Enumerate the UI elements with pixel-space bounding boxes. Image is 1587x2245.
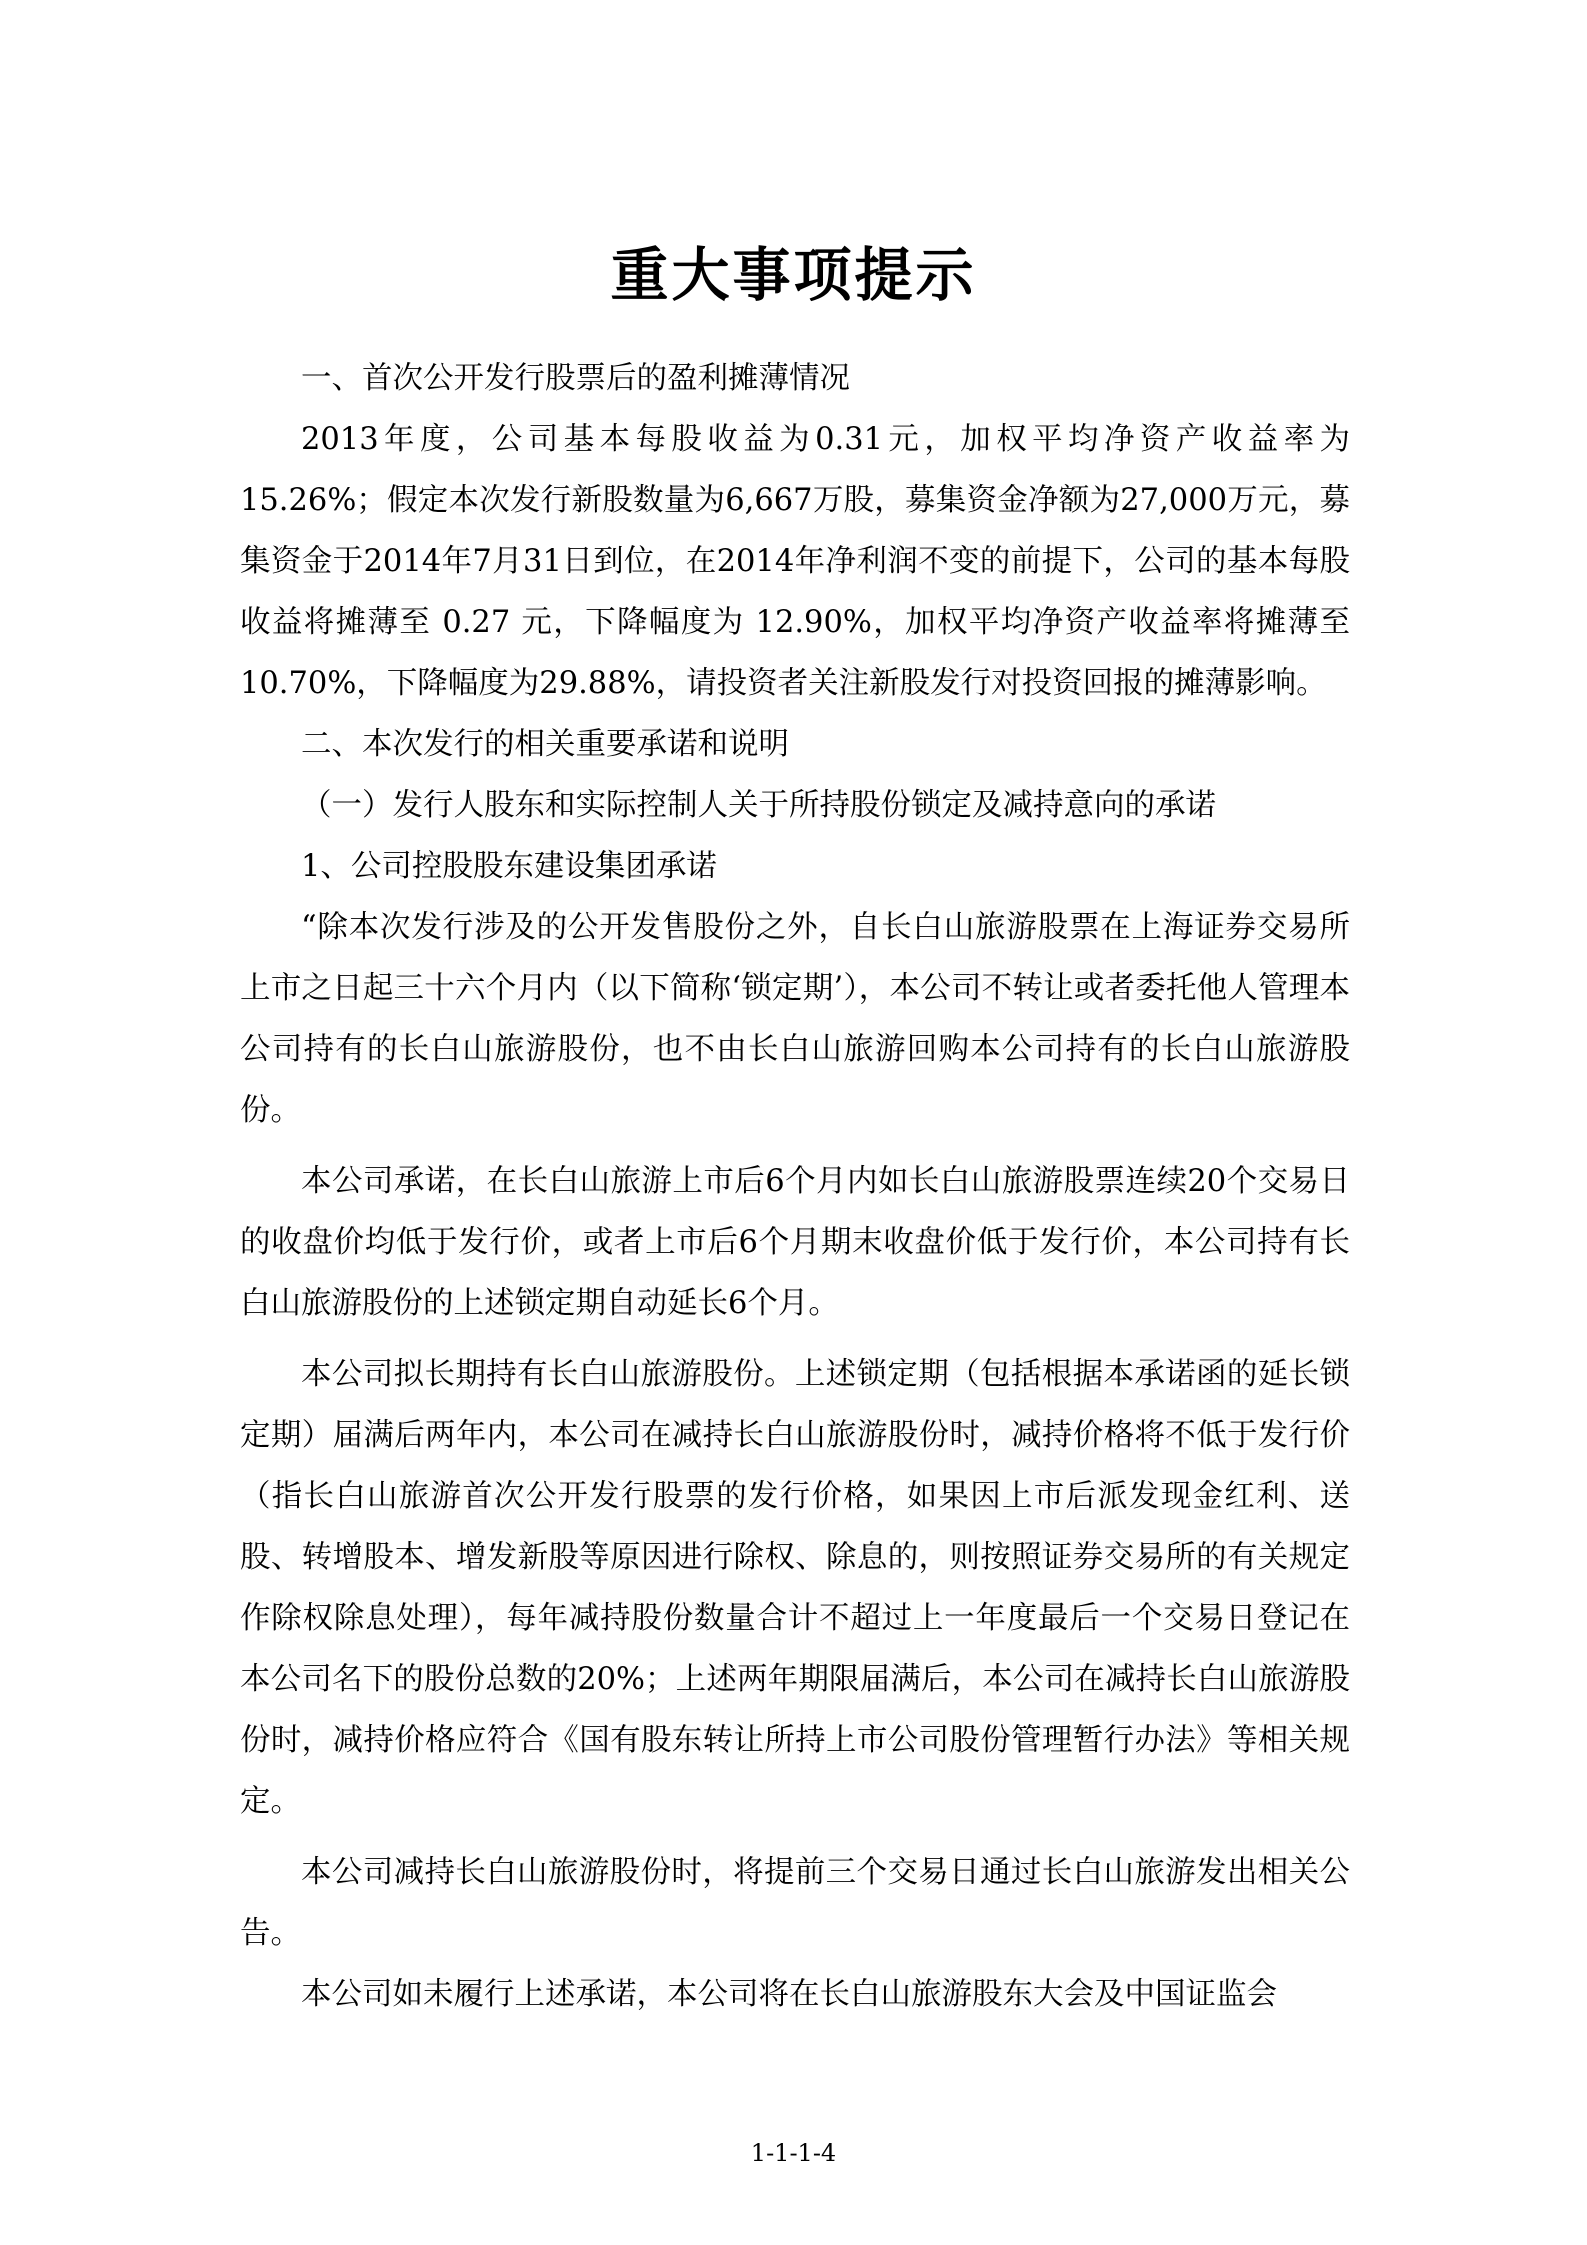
paragraph: 本公司如未履行上述承诺，本公司将在长白山旅游股东大会及中国证监会 (301, 1977, 1277, 2012)
page-title: 重大事项提示 (610, 241, 977, 309)
paragraph: 2013年度，公司基本每股收益为0.31元，加权平均净资产收益率为15.26%；假定本次发行新股数量为6,667万股，募集资金净额为27,000万元，募集资金于2014年7月31日到位，在2014年净利润不变的前提下，公司的基本每股收益将摊薄至 0.27 元，下降幅度为 12.90%，加权平均净资产收益率将摊薄至10.70%，下降幅度为29.88%，请投资者关注新股发行对投资回报的摊薄影响。 (240, 422, 1350, 701)
paragraph: 本公司减持长白山旅游股份时，将提前三个交易日通过长白山旅游发出相关公告。 (240, 1855, 1350, 1951)
paragraph: 本公司承诺，在长白山旅游上市后6个月内如长白山旅游股票连续20个交易日的收盘价均低于发行价，或者上市后6个月期末收盘价低于发行价，本公司持有长白山旅游股份的上述锁定期自动延长6个月。 (240, 1164, 1350, 1321)
document-body (240, 348, 1350, 2025)
subsection-heading: （一）发行人股东和实际控制人关于所持股份锁定及减持意向的承诺 (301, 788, 1216, 823)
page-number: 1-1-1-4 (750, 2139, 837, 2167)
paragraph: “除本次发行涉及的公开发售股份之外，自长白山旅游股票在上海证券交易所上市之日起三十六个月内（以下简称‘锁定期’），本公司不转让或者委托他人管理本公司持有的长白山旅游股份，也不由长白山旅游回购本公司持有的长白山旅游股份。 (240, 910, 1350, 1128)
section-heading-2: 二、本次发行的相关重要承诺和说明 (301, 727, 789, 762)
item-heading: 1、公司控股股东建设集团承诺 (301, 849, 717, 884)
section-heading-1: 一、首次公开发行股票后的盈利摊薄情况 (301, 361, 850, 396)
paragraph: 本公司拟长期持有长白山旅游股份。上述锁定期（包括根据本承诺函的延长锁定期）届满后两年内，本公司在减持长白山旅游股份时，减持价格将不低于发行价（指长白山旅游首次公开发行股票的发行价格，如果因上市后派发现金红利、送股、转增股本、增发新股等原因进行除权、除息的，则按照证券交易所的有关规定作除权除息处理），每年减持股份数量合计不超过上一年度最后一个交易日登记在本公司名下的股份总数的20%；上述两年期限届满后，本公司在减持长白山旅游股份时，减持价格应符合《国有股东转让所持上市公司股份管理暂行办法》等相关规定。 (240, 1357, 1350, 1819)
